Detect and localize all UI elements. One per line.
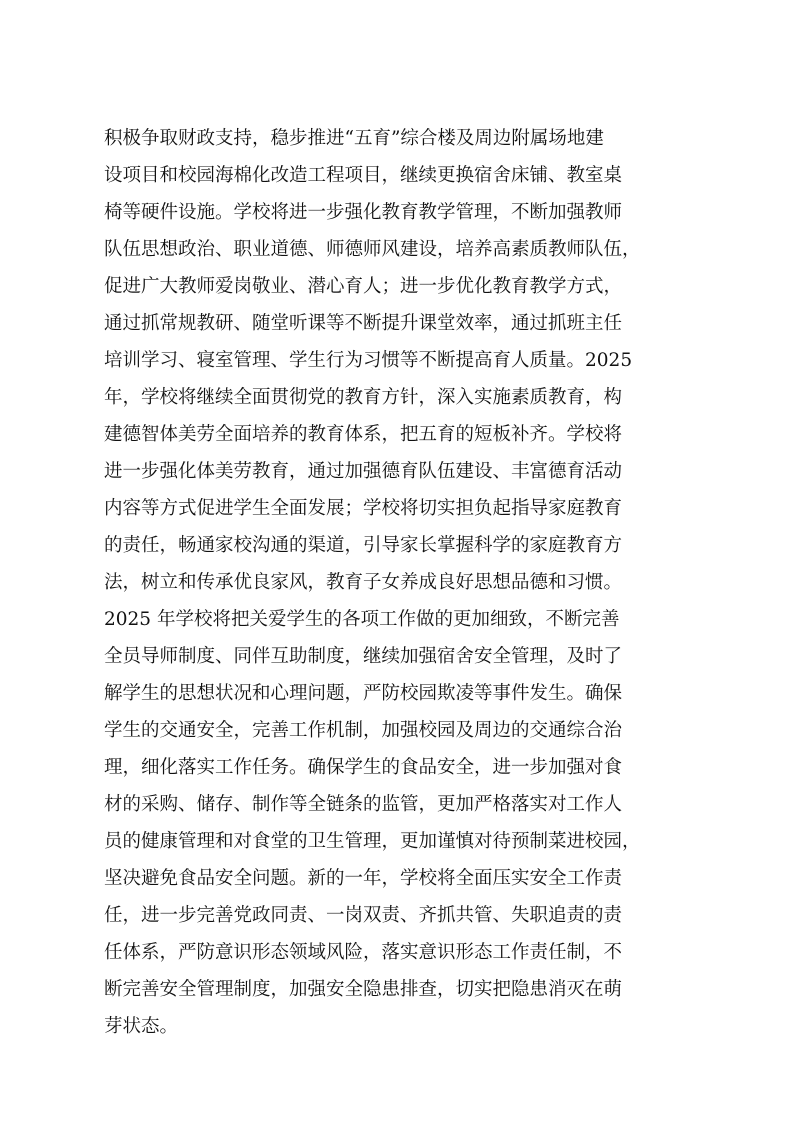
text-line: 员的健康管理和对食堂的卫生管理，更加谨慎对待预制菜进校园， — [104, 831, 641, 852]
text-line: 芽状态。 — [104, 1016, 179, 1037]
text-line: 任，进一步完善党政同责、一岗双责、齐抓共管、失职追责的责 — [104, 905, 623, 926]
text-line: 解学生的思想状况和心理问题，严防校园欺凌等事件发生。确保 — [104, 683, 623, 704]
text-line: 促进广大教师爱岗敬业、潜心育人；进一步优化教育教学方式， — [104, 276, 623, 297]
text-line: 法，树立和传承优良家风，教育子女养成良好思想品德和习惯。 — [104, 572, 623, 593]
text-line: 进一步强化体美劳教育，通过加强德育队伍建设、丰富德育活动 — [104, 461, 623, 482]
text-line: 全员导师制度、同伴互助制度，继续加强宿舍安全管理，及时了 — [104, 646, 623, 667]
text-line: 通过抓常规教研、随堂听课等不断提升课堂效率，通过抓班主任 — [104, 313, 623, 334]
text-line: 材的采购、储存、制作等全链条的监管，更加严格落实对工作人 — [104, 794, 623, 815]
text-line: 的责任，畅通家校沟通的渠道，引导家长掌握科学的家庭教育方 — [104, 535, 623, 556]
text-line: 断完善安全管理制度，加强安全隐患排查，切实把隐患消灭在萌 — [104, 979, 623, 1000]
text-line: 建德智体美劳全面培养的教育体系，把五育的短板补齐。学校将 — [104, 424, 623, 445]
text-line: 学生的交通安全，完善工作机制，加强校园及周边的交通综合治 — [104, 720, 623, 741]
text-line: 积极争取财政支持，稳步推进“五育”综合楼及周边附属场地建 — [104, 128, 604, 149]
text-line: 椅等硬件设施。学校将进一步强化教育教学管理，不断加强教师 — [104, 202, 623, 223]
text-line: 坚决避免食品安全问题。新的一年，学校将全面压实安全工作责 — [104, 868, 623, 889]
text-line: 2025 年学校将把关爱学生的各项工作做的更加细致，不断完善 — [104, 609, 620, 630]
text-line: 设项目和校园海棉化改造工程项目，继续更换宿舍床铺、教室桌 — [104, 165, 623, 186]
text-line: 理，细化落实工作任务。确保学生的食品安全，进一步加强对食 — [104, 757, 623, 778]
text-line: 内容等方式促进学生全面发展；学校将切实担负起指导家庭教育 — [104, 498, 623, 519]
body-paragraph — [104, 120, 704, 1045]
text-line: 培训学习、寝室管理、学生行为习惯等不断提高育人质量。2025 — [104, 350, 633, 371]
text-line: 年，学校将继续全面贯彻党的教育方针，深入实施素质教育，构 — [104, 387, 623, 408]
text-line: 队伍思想政治、职业道德、师德师风建设，培养高素质教师队伍， — [104, 239, 641, 260]
text-line: 任体系，严防意识形态领域风险，落实意识形态工作责任制，不 — [104, 942, 623, 963]
